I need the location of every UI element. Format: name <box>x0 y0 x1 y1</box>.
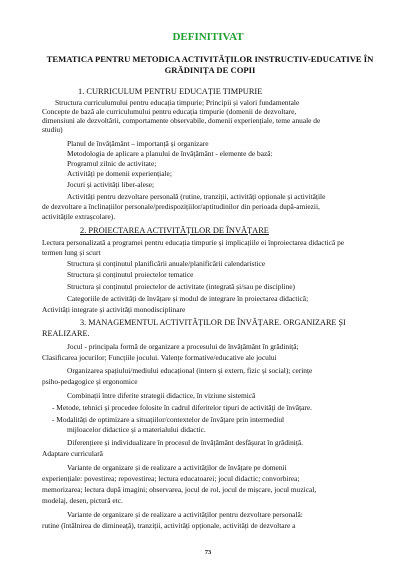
text-line: Adaptare curriculară <box>42 449 103 458</box>
list-item: Variante de organizare și de realizare a activităților pentru dezvoltare personală: <box>67 510 303 519</box>
text-line: psiho-pedagogice și ergonomice <box>42 377 138 386</box>
list-item: Combinații între diferite strategii didactice, în viziune sistemică <box>67 391 256 400</box>
text-line: studiu) <box>42 125 63 134</box>
text-line: modelaj, desen, pictură etc. <box>42 496 123 505</box>
subtitle-line: TEMATICA PENTRU METODICA ACTIVITĂȚILOR INSTRUCTIV-EDUCATIVE ÎN <box>46 54 374 64</box>
text-line: - Metode, tehnici și procedee folosite în cadrul diferitelor tipuri de activități de învățare. <box>52 403 313 412</box>
section-heading: 1. CURRICULUM PENTRU EDUCAȚIE TIMPURIE <box>78 87 263 96</box>
subtitle-line: GRĂDINIȚA DE COPII <box>164 65 256 75</box>
list-item: Categoriile de activități de învățare și modul de integrare în proiectarea didactică; <box>67 294 309 303</box>
list-item: Diferențiere și individualizare în procesul de învățământ desfășurat în grădiniță. <box>67 438 304 447</box>
list-item: Structura și conținutul planificării anuale/planificării calendaristice <box>67 259 266 268</box>
list-item: Activități pentru dezvoltare personală (rutine, tranziții, activități opționale și activitățile <box>67 192 326 201</box>
section-heading: REALIZARE. <box>42 329 90 338</box>
text-line: memorizarea; lectura după imagini; observarea, jocul de rol, jocul de mișcare, jocul muzical, <box>42 485 317 494</box>
text-line: activitățile extrașcolare). <box>42 212 116 221</box>
list-item: Jocul - principala formă de organizare a procesului de învățământ în grădiniță; <box>67 342 299 351</box>
list-item: Planul de învățământ – importanță și organizare <box>67 139 209 148</box>
list-item: Jocuri și activități liber-alese; <box>67 180 155 189</box>
text-line: termen lung și scurt <box>42 248 101 257</box>
list-item: Structura și conținutul proiectelor de activitate (integrată și/sau pe discipline) <box>67 282 296 291</box>
list-item: Programul zilnic de activitate; <box>67 159 157 168</box>
text-line: Structura curriculumului pentru educația timpurie; Principii și valori fundamentale <box>55 98 300 107</box>
list-item: Metodologia de aplicare a planului de învățământ - elemente de bază: <box>67 149 273 158</box>
page-number: 73 <box>204 549 212 556</box>
list-item: Activități pe domenii experiențiale; <box>67 169 172 178</box>
text-line: Concepte de bază ale curriculumului pentru educația timpurie (domenii de dezvoltare, <box>42 107 297 116</box>
list-item: Organizarea spațiului/mediului educațional (intern și extern, fizic și social); cerințe <box>67 366 313 375</box>
section-heading: 2. PROIECTAREA ACTIVITĂȚILOR DE ÎNVĂȚARE <box>80 226 269 235</box>
list-item: Variante de organizare și de realizare a activităților de învățare pe domenii <box>67 463 287 472</box>
text-line: Activități integrate și activități monodisciplinare <box>42 305 186 314</box>
text-line: rutine (întâlnirea de dimineață), tranziții, activități opționale, activități de dezvoltare a <box>42 521 296 530</box>
list-item: Structura și conținutul proiectelor tematice <box>67 270 194 279</box>
text-line: experiențiale: povestirea; repovestirea; lectura educatoarei; jocul didactic; convorbirea; <box>42 474 300 483</box>
text-line: mijloacelor didactice și a materialului didactic. <box>67 425 206 434</box>
text-line: Clasificarea jocurilor; Funcțiile jocului. Valențe formative/educative ale jocului <box>42 353 277 362</box>
page-title: DEFINITIVAT <box>172 31 244 43</box>
text-line: - Modalități de optimizare a situațiilor/contextelor de învățare prin intermediul <box>52 415 285 424</box>
text-line: de dezvoltare a înclinațiilor personale/predispozițiilor/aptitudinilor din perioada după-amiezii, <box>42 202 320 211</box>
page-subtitle <box>40 54 380 76</box>
section-heading: 3. MANAGEMENTUL ACTIVITĂȚILOR DE ÎNVĂȚARE. ORGANIZARE ȘI <box>80 318 346 327</box>
text-line: Lectura personalizată a programei pentru educația timpurie și implicațiile ei înproiectarea didactică pe <box>42 238 345 247</box>
text-line: dimensiuni ale dezvoltării, comportamente observabile, domenii experiențiale, teme anuale de <box>42 116 321 125</box>
